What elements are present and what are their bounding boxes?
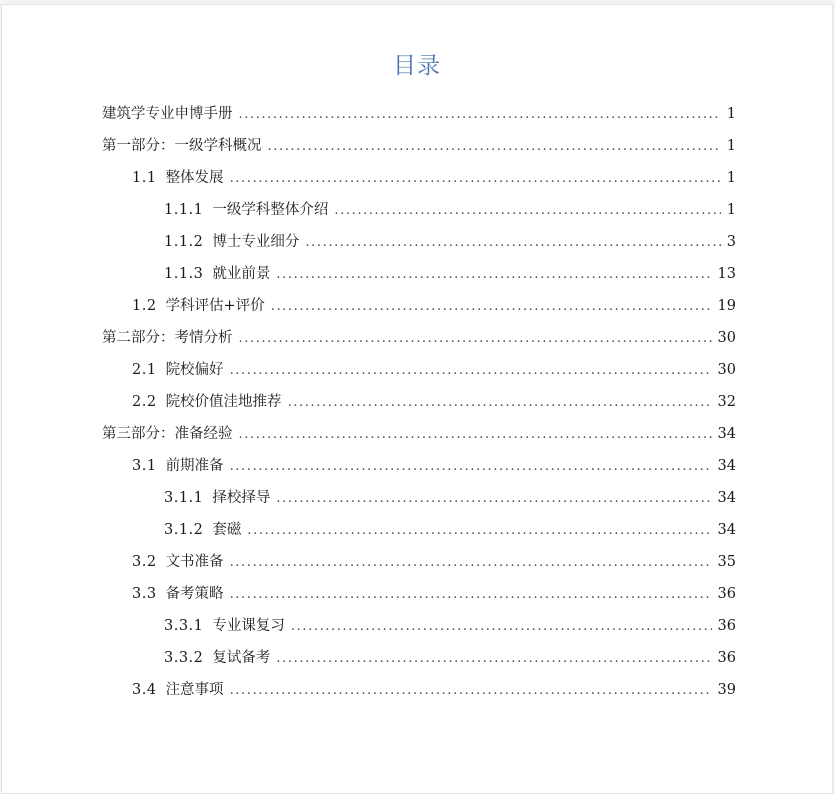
toc-entry-number: 1.1.2 xyxy=(164,234,204,250)
toc-entry-text: 套磁 xyxy=(212,522,242,538)
toc-entry-label xyxy=(132,290,265,322)
toc-entry-label xyxy=(132,674,224,706)
toc-entry-text: 博士专业细分 xyxy=(212,234,300,250)
toc-entry-text: 复试备考 xyxy=(212,650,271,666)
toc-entry-number: 1.1.1 xyxy=(164,202,204,218)
toc-entry[interactable] xyxy=(102,642,736,674)
toc-entry[interactable] xyxy=(102,514,736,546)
dot-leader xyxy=(334,195,720,227)
toc-entry-label xyxy=(102,418,233,450)
toc-entry[interactable] xyxy=(102,322,736,354)
toc-entry-text: 建筑学专业申博手册 xyxy=(102,106,233,122)
dot-leader xyxy=(239,323,712,355)
toc-entry-text: 学科评估+评价 xyxy=(165,298,265,314)
toc-entry-page-number: 1 xyxy=(726,138,736,154)
toc-entry-number: 3.1 xyxy=(132,458,157,474)
dot-leader xyxy=(230,163,721,195)
toc-entry[interactable] xyxy=(102,418,736,450)
toc-entry-page-number: 1 xyxy=(726,170,736,186)
toc-entry-number: 3.3.1 xyxy=(164,618,204,634)
toc-entry[interactable] xyxy=(102,482,736,514)
toc-entry[interactable] xyxy=(102,610,736,642)
toc-entry-text: 院校价值洼地推荐 xyxy=(165,394,282,410)
toc-entry-number: 2.2 xyxy=(132,394,157,410)
dot-leader xyxy=(239,99,721,131)
dot-leader xyxy=(305,227,720,259)
toc-entry-label xyxy=(132,546,224,578)
dot-leader xyxy=(239,419,712,451)
toc-entry-label xyxy=(164,258,270,290)
toc-entry-label xyxy=(164,482,270,514)
toc-entry-number: 3.4 xyxy=(132,682,157,698)
toc-entry-text: 院校偏好 xyxy=(165,362,224,378)
toc-entry-page-number: 39 xyxy=(717,682,736,698)
dot-leader xyxy=(271,291,712,323)
toc-entry-text: 一级学科整体介绍 xyxy=(212,202,329,218)
toc-entry-text: 整体发展 xyxy=(165,170,224,186)
toc-entry-page-number: 13 xyxy=(717,266,736,282)
toc-entry-number: 3.2 xyxy=(132,554,157,570)
toc-entry[interactable] xyxy=(102,130,736,162)
toc-entry-page-number: 34 xyxy=(717,426,736,442)
toc-entry-label xyxy=(132,578,224,610)
toc-entry-label xyxy=(102,322,233,354)
dot-leader xyxy=(276,259,711,291)
toc-entry-text: 注意事项 xyxy=(165,682,224,698)
toc-entry-label xyxy=(132,354,224,386)
dot-leader xyxy=(230,675,712,707)
dot-leader xyxy=(230,355,712,387)
toc-entry[interactable] xyxy=(102,258,736,290)
toc-entry-label xyxy=(132,386,282,418)
toc-entry-label xyxy=(164,642,270,674)
toc-entry[interactable] xyxy=(102,578,736,610)
dot-leader xyxy=(288,387,712,419)
toc-entry-text: 备考策略 xyxy=(165,586,224,602)
toc-entry-label xyxy=(132,162,224,194)
toc-entry[interactable] xyxy=(102,546,736,578)
toc-entry[interactable] xyxy=(102,290,736,322)
toc-entry[interactable] xyxy=(102,194,736,226)
toc-entry-page-number: 36 xyxy=(717,618,736,634)
toc-entry-page-number: 36 xyxy=(717,650,736,666)
toc-entry-page-number: 34 xyxy=(717,522,736,538)
toc-entry-page-number: 30 xyxy=(717,330,736,346)
toc-entry-page-number: 34 xyxy=(717,490,736,506)
dot-leader xyxy=(291,611,712,643)
toc-entry[interactable] xyxy=(102,98,736,130)
toc-entry[interactable] xyxy=(102,674,736,706)
toc-entry-number: 3.3 xyxy=(132,586,157,602)
toc-entry[interactable] xyxy=(102,450,736,482)
toc-entry-page-number: 34 xyxy=(717,458,736,474)
toc-entry-text: 前期准备 xyxy=(165,458,224,474)
toc-entry-page-number: 35 xyxy=(717,554,736,570)
toc-entry-number: 1.1.3 xyxy=(164,266,204,282)
toc-entry-text: 第二部分：考情分析 xyxy=(102,330,233,346)
dot-leader xyxy=(276,643,711,675)
toc-entry[interactable] xyxy=(102,162,736,194)
dot-leader xyxy=(247,515,711,547)
toc-entry-label xyxy=(164,194,328,226)
toc-entry-page-number: 1 xyxy=(726,202,736,218)
toc-entry-number: 3.1.1 xyxy=(164,490,204,506)
toc-entry-text: 第一部分：一级学科概况 xyxy=(102,138,262,154)
dot-leader xyxy=(230,579,712,611)
toc-entry-number: 2.1 xyxy=(132,362,157,378)
toc-entry-number: 1.1 xyxy=(132,170,157,186)
toc-entry-label xyxy=(102,98,233,130)
toc-entry[interactable] xyxy=(102,226,736,258)
toc-entry-number: 1.2 xyxy=(132,298,157,314)
toc-entry-page-number: 30 xyxy=(717,362,736,378)
table-of-contents xyxy=(102,98,736,706)
toc-entry-text: 文书准备 xyxy=(165,554,224,570)
toc-entry-number: 3.1.2 xyxy=(164,522,204,538)
toc-entry-text: 专业课复习 xyxy=(212,618,285,634)
dot-leader xyxy=(268,131,721,163)
document-page xyxy=(1,4,833,794)
toc-entry-label xyxy=(164,514,241,546)
toc-entry-label xyxy=(164,610,285,642)
toc-entry-page-number: 32 xyxy=(717,394,736,410)
toc-entry-label xyxy=(132,450,224,482)
toc-entry[interactable] xyxy=(102,386,736,418)
toc-entry-text: 择校择导 xyxy=(212,490,271,506)
toc-entry-page-number: 3 xyxy=(726,234,736,250)
toc-entry-label xyxy=(102,130,262,162)
toc-entry-label xyxy=(164,226,299,258)
toc-entry-page-number: 1 xyxy=(726,106,736,122)
toc-title: 目录 xyxy=(393,53,441,79)
dot-leader xyxy=(276,483,711,515)
toc-entry[interactable] xyxy=(102,354,736,386)
toc-entry-page-number: 19 xyxy=(717,298,736,314)
toc-entry-page-number: 36 xyxy=(717,586,736,602)
toc-entry-number: 3.3.2 xyxy=(164,650,204,666)
dot-leader xyxy=(230,547,712,579)
toc-entry-text: 第三部分：准备经验 xyxy=(102,426,233,442)
dot-leader xyxy=(230,451,712,483)
toc-entry-text: 就业前景 xyxy=(212,266,271,282)
